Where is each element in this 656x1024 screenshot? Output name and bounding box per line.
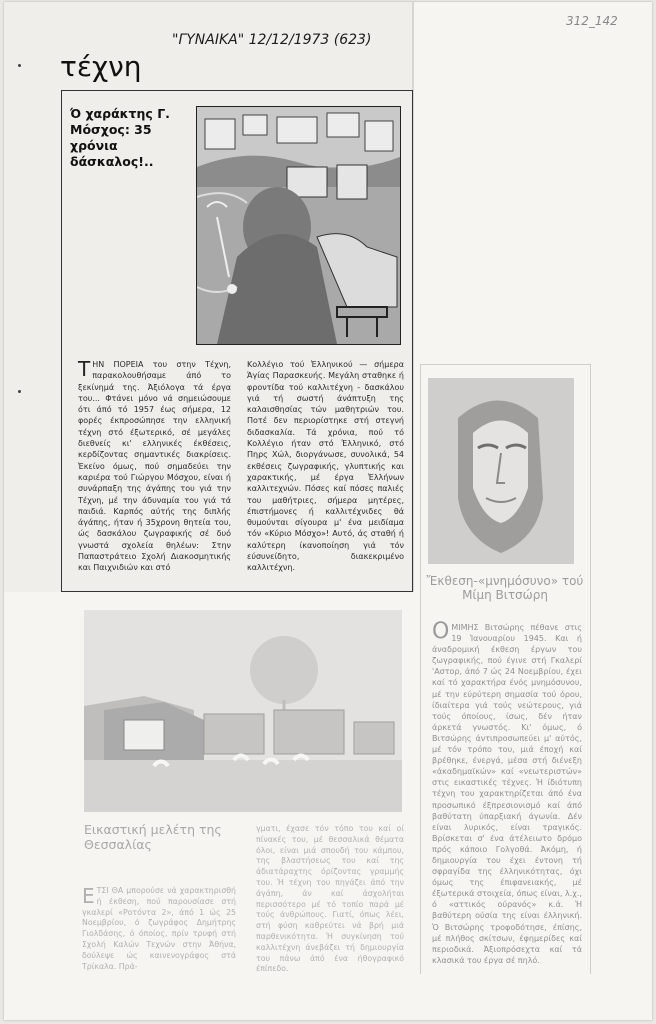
portrait-print-icon (428, 378, 574, 564)
mosxos-column-1 (78, 359, 231, 574)
column-rule (420, 364, 590, 365)
column-rule (590, 364, 591, 974)
binder-hole (18, 390, 21, 393)
handwritten-reference-number: 312_142 (566, 14, 618, 28)
dropcap: Ε (82, 884, 95, 908)
vitsoris-article-title: Ἔκθεση-«μνημόσυνο» τού Μίμη Βιτσώρη (426, 574, 584, 602)
vitsoris-text: ΜΙΜΗΣ Βιτσώρης πέθανε στις 19 Ἰανουαρίου 1945. Και ή άναδρομική έκθεση έργων του ζωγραφικής, πού έγινε στή Γκαλερί 'Αστορ, άπό 7 ώς 24 Νοεμβρίου, έχει καί τό χαρακτήρα ένός μνημόσυνου, μέ την εύρύτερη σημασία τού όρου, ίδιαίτερα γιά τούς νεώτερους, γιά τούς όποίους, ίσως, δέν ήταν άρκετά γνωστός. Κι' όμως, ό Βιτσώρης άντιπροσωπεύει μ' αύτός, μέ τόν τρόπο του, μιά έποχή καί βρέθηκε, ένεργά, μέσα στή διένεξη «άκαδημαϊκών» καί «νεωτεριστών» στις εικαστικές τέχνες. Ἡ ίδιότυπη τέχνη του χαρακτηρίζεται άπό ένα προσωπικό έξπρεσιονισμό καί άπό βαθύτατη ύπαρξιακή άγωνία. Δέν είναι λυρικός, είναι τραγικός. Βρίσκεται σ' ένα άτέλειωτο δρόμο πρός κάποιο Γολγοθά. Ἀκόμη, ή δημιουργία του έχει έντονη τή σφραγίδα της έλληνικότητας, όχι όμως της έπιφανειακής, μέ έξωτερικά στοιχεία, όπως είναι, λ.χ., ό «αττικός ούρανός» κ.ά. Ἡ βαθύτερη ούσία της είναι έλληνική. Ὁ Βιτσώρης τροφοδότησε, έπίσης, μέ πλήθος σκίτσων, έφημερίδες καί περιοδικά. Ἀξιοπρόσεχτα καί τά κλασικά του έργα σέ πηλό. (432, 623, 582, 965)
dropcap: Τ (78, 357, 91, 381)
handwritten-source-date: "ΓΥΝΑΙΚΑ" 12/12/1973 (623) (172, 32, 372, 48)
thessalia-article-title: Εικαστική μελέτη της Θεσσαλίας (84, 822, 222, 852)
mosxos-article-title: Ό χαράκτης Γ. Μόσχος: 35 χρόνια δάσκαλος!.. (70, 106, 170, 169)
engraving-print-icon (197, 107, 400, 344)
thessalia-landscape-image (84, 610, 402, 812)
thessalia-column-2: γματι, έχασε τόν τόπο του καί οί πίνακές του, μέ θεσσαλικά θέματα όλοι, είναι μιά σπουδή του κάμπου, της βλαστήσεως του καί της άδιατάραχτης όρίζοντας γραμμής του. Ἡ τέχνη του πηγάζει άπό την άγάπη, άν καί άσχολήται περισσότερο μέ τό τοπίο παρά μέ τούς άνθρώπους. Γιατί, όπως λέει, στή φύση καθρεύτει νά βρή μιά παρθενικότητα. Ἡ συγκίνηση τού καλλιτέχνη άνεβάζει τή δημιουργία του πάνω άπό ένα ήθογραφικό έπίπεδο. (256, 824, 404, 974)
vitsoris-portrait-image (428, 378, 574, 564)
section-heading: τέχνη (60, 50, 142, 83)
column-rule (420, 364, 421, 974)
mosxos-text-1: ΗΝ ΠΟΡΕΙΑ του στην Τέχνη, παρακολουθήσαμε άπό το ξεκίνημά της. Ἀξιόλογα τά έργα του... Φτάνει μόνο νά σημειώσουμε ότι άπό τό 1957 έως σήμερα, 12 φορές έκπροσώπησε την ελληνική τέχνη στό έξωτερικό, σέ μεγάλες διεθνείς κι' ελληνικές έκθέσεις, κερδίζοντας σημαντικές διακρίσεις. Ἐκείνο όμως, πού σημαδεύει την καριέρα τού Γιώργου Μόσχου, είναι ή συνάρπαξη της άγάπης του γιά την Τέχνη, μέ την άδυναμία του γιά τά παιδιά. Καρπός αύτής της διπλής άγάπης, ήταν ή 35χρονη θητεία του, ώς δασκάλου ζωγραφικής σέ δυό γνωστά σχολεία θηλέων: Στην Παπαστράτειο Σχολή Διακοσμητικής και Παιχνιδιών και στό (78, 360, 231, 573)
mosxos-column-2: Κολλέγιο τού Ἑλληνικού — σήμερα Ἁγίας Παρασκευής. Μεγάλη σταθηκε ή φροντίδα τού καλλιτέχνη - δασκάλου γιά τή σωστή άνάπτυξη της καλαισθησίας τών μαθητριών του. Ποτέ δεν περιορίστηκε στή στεγνή διδασκαλία. Τά χρόνια, πού τό Κολλέγιο ήταν στό Ἑλληνικό, στό Πηρς Χώλ, διοργάνωσε, συνολικά, 54 εκθέσεις ζωγραφικής, γλυπτικής και χαρακτικής, μέ έργα Ἑλλήνων καλλιτεχνών. Πόσες καί πόσες παλιές του μαθήτριες, σήμερα μητέρες, έπιστήμονες ή καλλιτέχνιδες θά θυμούνται σίγουρα μ' ένα μειδίαμα τόν «Κύριο Μόσχο»! Αυτό, άς σταθή ή καλύτερη ίκανοποίηση γιά τόν εύσυνείδητο, διακεκριμένο καλλιτέχνη. (247, 360, 404, 573)
thessalia-column-1 (82, 886, 236, 972)
landscape-photo-icon (84, 610, 402, 812)
dropcap: Ο (432, 619, 450, 644)
engraving-image (196, 106, 401, 345)
vitsoris-article-body (432, 619, 582, 966)
thessalia-text-1: ΤΣΙ ΘΑ μπορούσε νά χαρακτηρισθή ή έκθεση, πού παρουσίασε στή γκαλερί «Ροτόντα 2», άπό 1 ώς 25 Νοεμβρίου, ό ζωγράφος Δημήτρης Γιολδάσης, ό όποίος, πρίν τρυφή στή Σχολή Καλών Τεχνών στην Ἀθήνα, δούλεψε ώς καινενογράφος στά Τρίκαλα. Πρά- (82, 886, 236, 971)
binder-hole (18, 64, 21, 67)
newspaper-clipping (4, 2, 652, 1020)
